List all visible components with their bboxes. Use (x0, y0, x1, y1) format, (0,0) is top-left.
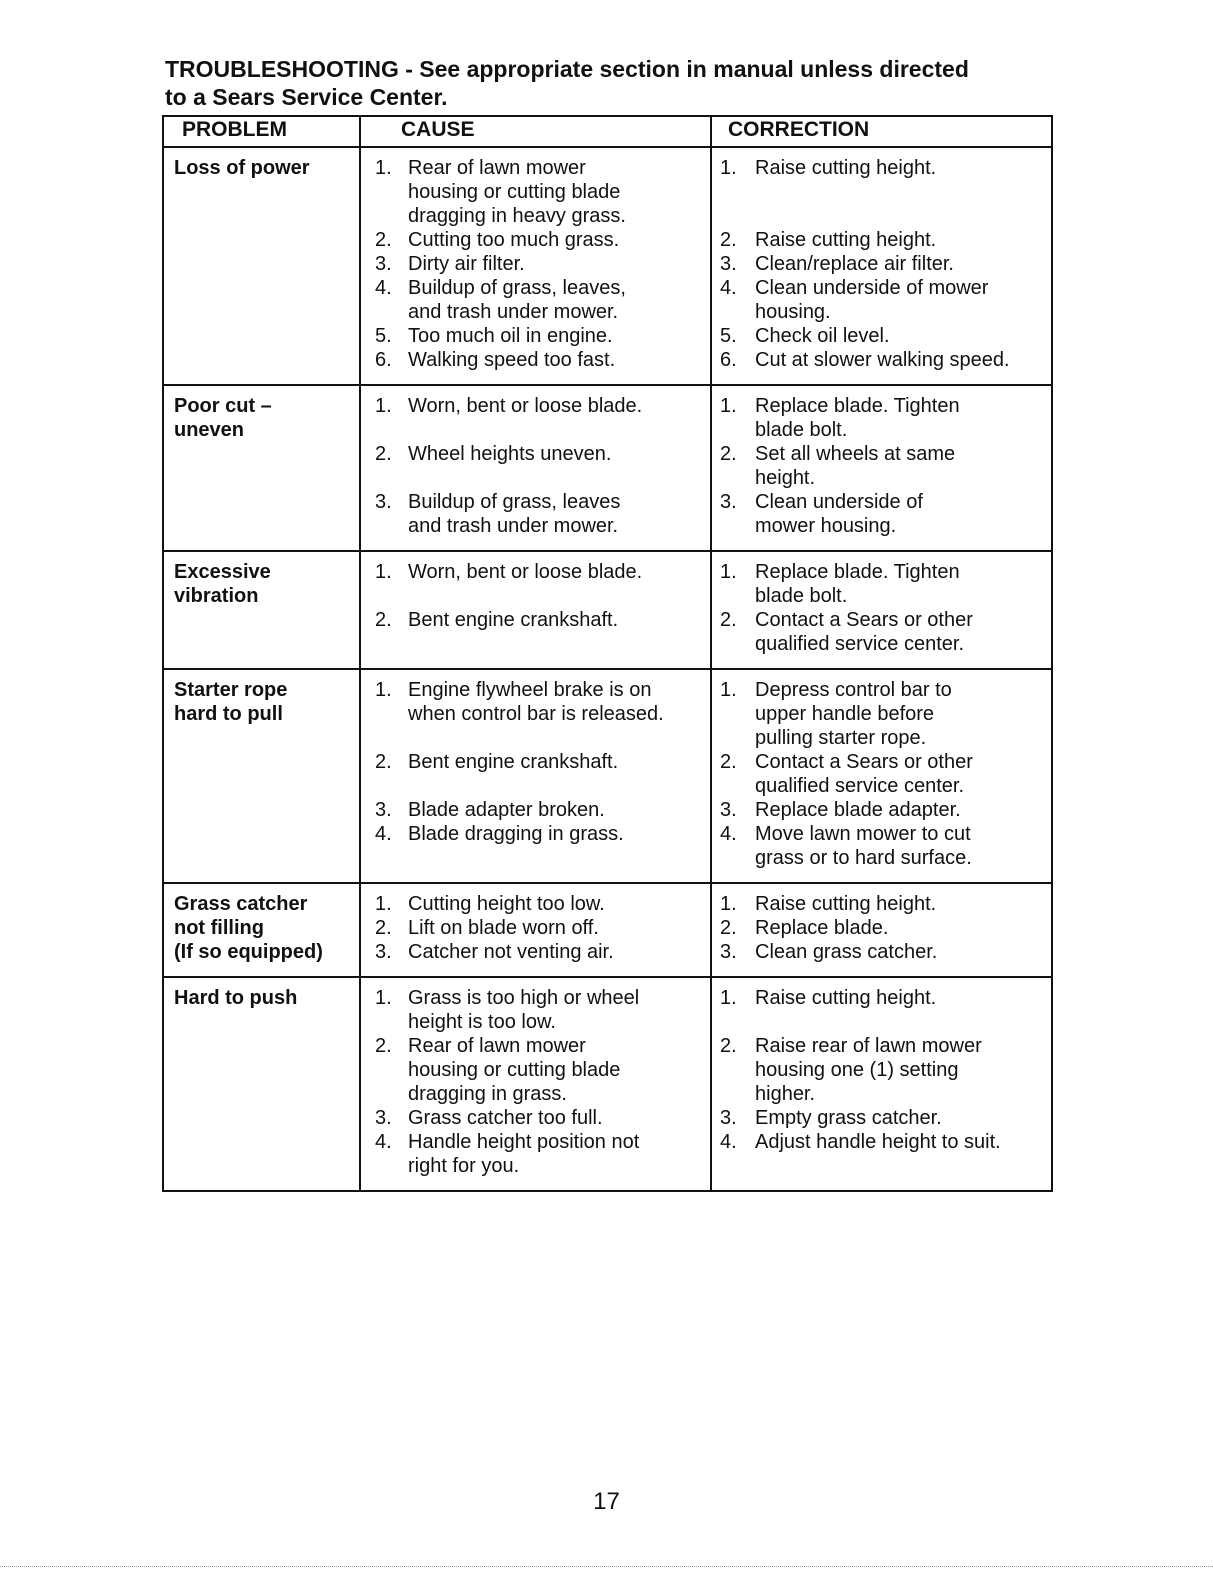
item-number: 3. (375, 253, 392, 275)
item-text-line: Cutting too much grass. (408, 229, 620, 251)
cause-item (371, 1130, 706, 1178)
item-number: 2. (720, 229, 737, 251)
item-text (408, 940, 706, 964)
item-text (755, 822, 1047, 870)
item-text (755, 252, 1047, 276)
item-text-line: Clean underside of mower (755, 277, 989, 299)
item-text (755, 560, 1047, 608)
cause-item (371, 156, 706, 228)
item-text (755, 986, 1047, 1034)
correction-item (722, 252, 1047, 276)
item-number: 5. (720, 325, 737, 347)
correction-item (722, 750, 1047, 798)
correction-item (722, 276, 1047, 324)
item-text-line: height. (755, 467, 816, 489)
correction-item (722, 228, 1047, 252)
item-text-line: Catcher not venting air. (408, 941, 614, 963)
cause-item (371, 892, 706, 916)
item-text-line: Raise rear of lawn mower (755, 1035, 982, 1057)
item-number: 6. (720, 349, 737, 371)
item-text (755, 324, 1047, 348)
column-header-problem: PROBLEM (163, 116, 360, 147)
item-text-line: Raise cutting height. (755, 157, 937, 179)
item-text (408, 892, 706, 916)
item-text (408, 798, 706, 822)
item-text-line: Replace blade. Tighten (755, 561, 960, 583)
correction-list (722, 986, 1047, 1154)
item-text-line: pulling starter rope. (755, 727, 927, 749)
problem-cell (163, 977, 360, 1191)
item-text (408, 678, 706, 750)
item-text (755, 276, 1047, 324)
item-text-line: Dirty air filter. (408, 253, 525, 275)
correction-item (722, 560, 1047, 608)
cause-item (371, 608, 706, 632)
problem-text (174, 156, 355, 180)
table-row (163, 147, 1052, 385)
correction-item (722, 940, 1047, 964)
correction-cell (711, 385, 1052, 551)
cause-item (371, 348, 706, 372)
item-text (408, 750, 706, 798)
scan-edge-divider (0, 1566, 1213, 1567)
problem-cell (163, 669, 360, 883)
item-text (408, 490, 706, 538)
item-number: 1. (375, 893, 392, 915)
item-text-line (755, 1010, 1047, 1034)
correction-item (722, 394, 1047, 442)
item-number: 1. (375, 561, 392, 583)
item-text-line: Clean grass catcher. (755, 941, 938, 963)
item-text-line: blade bolt. (755, 419, 848, 441)
cause-list (371, 678, 706, 846)
problem-cell (163, 385, 360, 551)
cause-item (371, 228, 706, 252)
item-text-line: housing or cutting blade (408, 1059, 621, 1081)
item-text-line: Engine flywheel brake is on (408, 679, 652, 701)
correction-list (722, 394, 1047, 538)
item-number: 1. (375, 157, 392, 179)
item-text (755, 940, 1047, 964)
cause-cell (360, 977, 711, 1191)
item-number: 2. (720, 1035, 737, 1057)
item-number: 2. (720, 609, 737, 631)
item-text (755, 1034, 1047, 1106)
correction-item (722, 1034, 1047, 1106)
item-text (408, 1106, 706, 1130)
page-number: 17 (593, 1488, 620, 1515)
item-text-line: Set all wheels at same (755, 443, 956, 465)
item-text-line: Cutting height too low. (408, 893, 605, 915)
cause-item (371, 916, 706, 940)
cause-list (371, 156, 706, 372)
item-text (408, 1034, 706, 1106)
item-number: 3. (720, 799, 737, 821)
cause-cell (360, 883, 711, 977)
cause-item (371, 252, 706, 276)
item-text-line: Too much oil in engine. (408, 325, 613, 347)
cause-item (371, 940, 706, 964)
correction-item (722, 986, 1047, 1034)
item-text-line: dragging in grass. (408, 1083, 567, 1105)
item-text-line: housing one (1) setting (755, 1059, 959, 1081)
item-text-line: Replace blade. (755, 917, 889, 939)
item-number: 3. (375, 799, 392, 821)
correction-list (722, 156, 1047, 372)
problem-line: vibration (174, 585, 259, 607)
item-number: 3. (375, 491, 392, 513)
cause-cell (360, 385, 711, 551)
item-number: 2. (375, 1035, 392, 1057)
correction-item (722, 608, 1047, 656)
item-text (755, 608, 1047, 656)
item-text (408, 560, 706, 608)
item-text (755, 798, 1047, 822)
cause-item (371, 324, 706, 348)
problem-line: hard to pull (174, 703, 283, 725)
correction-cell (711, 977, 1052, 1191)
problem-line: Grass catcher (174, 893, 308, 915)
item-text (755, 678, 1047, 750)
item-text-line: Clean/replace air filter. (755, 253, 954, 275)
item-text (755, 442, 1047, 490)
item-number: 2. (720, 443, 737, 465)
item-text (755, 348, 1047, 372)
cause-item (371, 798, 706, 822)
column-header-cause: CAUSE (360, 116, 711, 147)
item-number: 1. (375, 987, 392, 1009)
cause-item (371, 986, 706, 1034)
cause-item (371, 1106, 706, 1130)
item-text-line: Wheel heights uneven. (408, 443, 612, 465)
cause-list (371, 892, 706, 964)
correction-item (722, 156, 1047, 228)
item-number: 2. (375, 443, 392, 465)
cause-item (371, 750, 706, 798)
cause-item (371, 276, 706, 324)
item-text-line: Raise cutting height. (755, 893, 937, 915)
item-text-line: qualified service center. (755, 775, 965, 797)
item-text-line: Check oil level. (755, 325, 890, 347)
item-text-line: Contact a Sears or other (755, 751, 973, 773)
problem-text (174, 986, 355, 1010)
item-number: 4. (375, 1131, 392, 1153)
item-text (408, 276, 706, 324)
item-text (408, 394, 706, 442)
cause-cell (360, 551, 711, 669)
item-text-line: Blade dragging in grass. (408, 823, 624, 845)
cause-item (371, 822, 706, 846)
cause-cell (360, 147, 711, 385)
page-heading (165, 55, 1065, 111)
item-number: 1. (720, 893, 737, 915)
problem-text (174, 892, 355, 964)
item-text-line: Adjust handle height to suit. (755, 1131, 1001, 1153)
item-text-line: Depress control bar to (755, 679, 952, 701)
item-text-line: Rear of lawn mower (408, 1035, 586, 1057)
table-row (163, 551, 1052, 669)
item-text (408, 252, 706, 276)
item-text-line: Grass is too high or wheel (408, 987, 640, 1009)
cause-list (371, 560, 706, 632)
item-text-line: Cut at slower walking speed. (755, 349, 1010, 371)
item-text-line (755, 180, 1047, 204)
item-text-line: housing or cutting blade (408, 181, 621, 203)
problem-cell (163, 883, 360, 977)
table-header-row (163, 116, 1052, 147)
item-text-line: Bent engine crankshaft. (408, 751, 619, 773)
item-number: 3. (720, 941, 737, 963)
item-text-line: Move lawn mower to cut (755, 823, 971, 845)
item-number: 1. (720, 561, 737, 583)
correction-item (722, 678, 1047, 750)
table-row (163, 977, 1052, 1191)
item-text-line (755, 204, 1047, 228)
item-text-line: upper handle before (755, 703, 935, 725)
column-header-correction: CORRECTION (711, 116, 1052, 147)
correction-cell (711, 147, 1052, 385)
correction-list (722, 560, 1047, 656)
item-text (408, 986, 706, 1034)
item-text-line: grass or to hard surface. (755, 847, 972, 869)
table-row (163, 883, 1052, 977)
problem-line: uneven (174, 419, 245, 441)
item-text-line: Replace blade adapter. (755, 799, 961, 821)
problem-text (174, 394, 355, 442)
item-number: 4. (720, 823, 737, 845)
correction-item (722, 442, 1047, 490)
item-text-line: mower housing. (755, 515, 897, 537)
cause-item (371, 442, 706, 490)
cause-cell (360, 669, 711, 883)
item-text-line: and trash under mower. (408, 301, 619, 323)
item-text (408, 228, 706, 252)
item-text-line: Clean underside of (755, 491, 923, 513)
item-number: 1. (375, 679, 392, 701)
correction-item (722, 348, 1047, 372)
item-text-line: Bent engine crankshaft. (408, 609, 619, 631)
correction-item (722, 892, 1047, 916)
heading-line-2: to a Sears Service Center. (165, 84, 448, 110)
item-number: 2. (720, 917, 737, 939)
problem-text (174, 560, 355, 608)
correction-cell (711, 551, 1052, 669)
item-number: 4. (375, 277, 392, 299)
item-text-line: Rear of lawn mower (408, 157, 586, 179)
item-text (755, 394, 1047, 442)
item-number: 2. (375, 609, 392, 631)
item-text-line: Worn, bent or loose blade. (408, 561, 643, 583)
table-body (163, 147, 1052, 1191)
item-text-line: Buildup of grass, leaves (408, 491, 621, 513)
item-text (408, 822, 706, 846)
problem-line: Hard to push (174, 987, 298, 1009)
item-number: 2. (375, 229, 392, 251)
item-text-line: dragging in heavy grass. (408, 205, 626, 227)
item-text (755, 892, 1047, 916)
item-text (408, 916, 706, 940)
item-text-line: Replace blade. Tighten (755, 395, 960, 417)
item-text-line: when control bar is released. (408, 703, 664, 725)
item-text (408, 442, 706, 490)
problem-line: not filling (174, 917, 264, 939)
correction-list (722, 678, 1047, 870)
item-text-line: Blade adapter broken. (408, 799, 605, 821)
item-text-line: and trash under mower. (408, 515, 619, 537)
item-text-line: qualified service center. (755, 633, 965, 655)
item-number: 4. (720, 277, 737, 299)
problem-line: Starter rope (174, 679, 288, 701)
correction-item (722, 1130, 1047, 1154)
item-text-line: Empty grass catcher. (755, 1107, 942, 1129)
heading-line-1: TROUBLESHOOTING - See appropriate section in manual unless directed (165, 56, 969, 82)
item-text-line (408, 774, 706, 798)
item-text-line: height is too low. (408, 1011, 556, 1033)
item-text (408, 608, 706, 632)
item-number: 1. (375, 395, 392, 417)
troubleshooting-table (162, 115, 1053, 1192)
correction-list (722, 892, 1047, 964)
item-text (755, 1106, 1047, 1130)
item-text (755, 1130, 1047, 1154)
problem-cell (163, 551, 360, 669)
item-text (755, 228, 1047, 252)
cause-item (371, 560, 706, 608)
correction-item (722, 490, 1047, 538)
cause-item (371, 394, 706, 442)
cause-list (371, 394, 706, 538)
item-text-line: Walking speed too fast. (408, 349, 616, 371)
correction-item (722, 798, 1047, 822)
item-number: 1. (720, 157, 737, 179)
problem-line: Poor cut – (174, 395, 272, 417)
item-text-line: right for you. (408, 1155, 520, 1177)
item-number: 1. (720, 679, 737, 701)
item-text-line: blade bolt. (755, 585, 848, 607)
cause-list (371, 986, 706, 1178)
correction-item (722, 324, 1047, 348)
cause-item (371, 678, 706, 750)
item-text-line (408, 584, 706, 608)
item-text-line: Raise cutting height. (755, 987, 937, 1009)
problem-cell (163, 147, 360, 385)
item-number: 3. (720, 491, 737, 513)
item-text-line (408, 418, 706, 442)
correction-item (722, 916, 1047, 940)
item-text-line: Handle height position not (408, 1131, 640, 1153)
item-text (408, 348, 706, 372)
item-number: 3. (375, 1107, 392, 1129)
item-number: 2. (375, 751, 392, 773)
item-number: 3. (720, 1107, 737, 1129)
item-text (408, 1130, 706, 1178)
item-text-line (408, 466, 706, 490)
item-text (755, 750, 1047, 798)
item-text-line: housing. (755, 301, 831, 323)
item-text-line: Grass catcher too full. (408, 1107, 603, 1129)
problem-text (174, 678, 355, 726)
problem-line: Excessive (174, 561, 271, 583)
problem-line: Loss of power (174, 157, 310, 179)
item-text-line: Lift on blade worn off. (408, 917, 599, 939)
item-text (755, 490, 1047, 538)
item-number: 4. (375, 823, 392, 845)
correction-item (722, 822, 1047, 870)
item-number: 3. (720, 253, 737, 275)
item-text-line (408, 726, 706, 750)
correction-item (722, 1106, 1047, 1130)
item-text (408, 324, 706, 348)
item-number: 2. (720, 751, 737, 773)
correction-cell (711, 883, 1052, 977)
item-text-line: Worn, bent or loose blade. (408, 395, 643, 417)
item-number: 6. (375, 349, 392, 371)
item-text-line: Raise cutting height. (755, 229, 937, 251)
table-row (163, 385, 1052, 551)
table-row (163, 669, 1052, 883)
item-number: 2. (375, 917, 392, 939)
item-text (755, 916, 1047, 940)
item-text-line: Contact a Sears or other (755, 609, 973, 631)
correction-cell (711, 669, 1052, 883)
item-number: 4. (720, 1131, 737, 1153)
item-number: 5. (375, 325, 392, 347)
item-text-line: higher. (755, 1083, 816, 1105)
item-number: 1. (720, 987, 737, 1009)
item-text (408, 156, 706, 228)
item-text (755, 156, 1047, 228)
item-number: 1. (720, 395, 737, 417)
item-number: 3. (375, 941, 392, 963)
item-text-line: Buildup of grass, leaves, (408, 277, 626, 299)
problem-line: (If so equipped) (174, 941, 323, 963)
cause-item (371, 490, 706, 538)
cause-item (371, 1034, 706, 1106)
